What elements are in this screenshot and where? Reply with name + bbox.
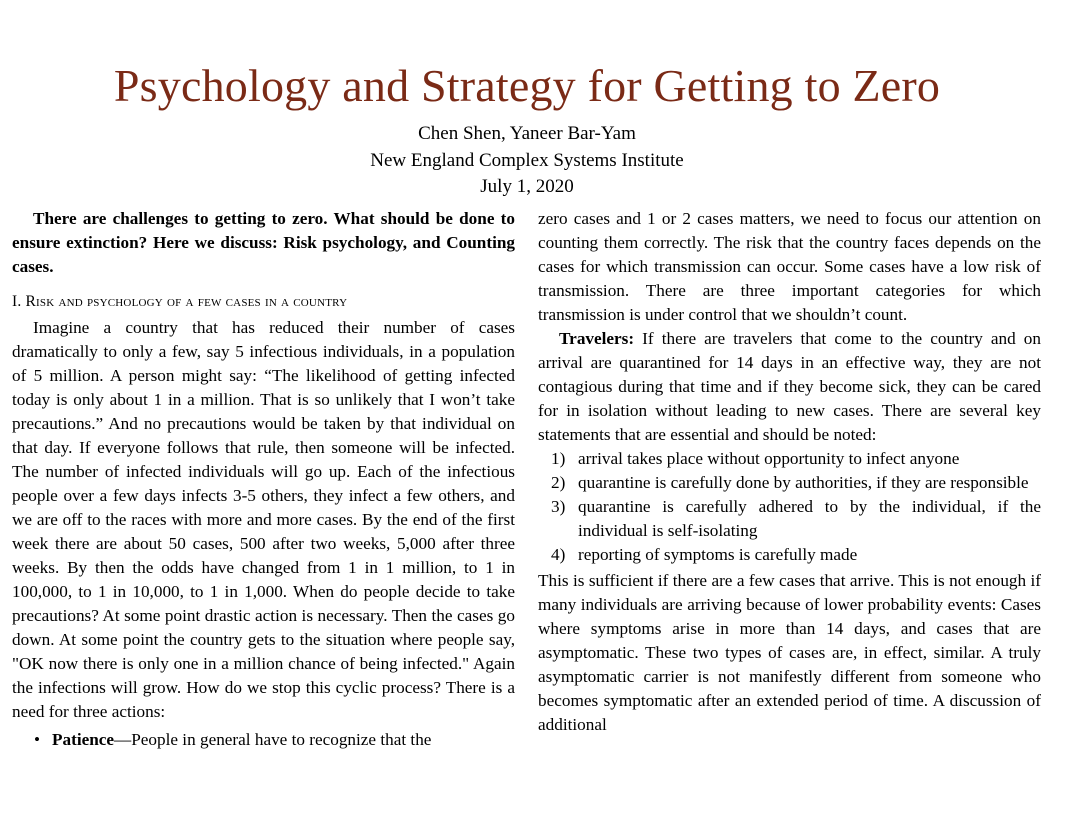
paper-title: Psychology and Strategy for Getting to Zero bbox=[113, 60, 941, 111]
section-heading bbox=[12, 290, 515, 314]
item-number: 4) bbox=[551, 545, 566, 564]
list-item bbox=[538, 471, 1041, 495]
list-item bbox=[538, 447, 1041, 471]
travelers-paragraph bbox=[538, 327, 1041, 447]
item-number: 3) bbox=[551, 497, 566, 516]
bullet-text: —People in general have to recognize that the bbox=[114, 730, 432, 749]
numbered-list bbox=[538, 447, 1041, 567]
action-list bbox=[12, 728, 515, 752]
section-number: I. bbox=[12, 293, 22, 310]
section-title: Risk and psychology of a few cases in a country bbox=[25, 293, 348, 310]
item-number: 2) bbox=[551, 473, 566, 492]
section-paragraph: Imagine a country that has reduced their number of cases dramatically to only a few, say 5 infectious individuals, in a population of 5 million. A person might say: “The likelihood of getting infected today is only about 1 in a million. That is so unlikely that I won’t take precautions.” And no precautions would be taken by that individual on that day. If everyone follows that rule, then someone will be infected. The number of infected individuals will go up. Each of the infectious people over a few days infects 3-5 others, they infect a few others, and we are off to the races with more and more cases. By the end of the first week there are about 50 cases, 500 after two weeks, 5,000 after three weeks. By then the odds have changed from 1 in 1 million, to 1 in 100,000, to 1 in 10,000, to 1 in 1,000. When do people decide to take precautions? At some point drastic action is necessary. Then the cases go down. At some point the country gets to the situation where people say, "OK now there is only one in a million chance of being infected." Again the infections will grow. How do we stop this cyclic process? There is a need for three actions: bbox=[12, 318, 515, 721]
paper-authors: Chen Shen, Yaneer Bar-Yam bbox=[418, 123, 636, 144]
bullet-heading: Patience bbox=[52, 730, 115, 749]
item-text: quarantine is carefully done by authorities, if they are responsible bbox=[578, 473, 1029, 492]
item-number: 1) bbox=[551, 449, 566, 468]
bullet-icon: • bbox=[34, 730, 41, 749]
left-column bbox=[12, 207, 515, 752]
counting-paragraph: zero cases and 1 or 2 cases matters, we need to focus our attention on counting them correctly. The risk that the country faces depends on the cases for which transmission can occur. Some cases have a low risk of transmission. There are three important categories for which transmission is under control that we shouldn’t count. bbox=[538, 209, 1041, 324]
asymptomatic-paragraph: This is sufficient if there are a few cases that arrive. This is not enough if many individuals are arriving because of lower probability events: Cases where symptoms arise in more than 14 days, and cases that are asymptomatic. These two types of cases are, in effect, similar. A truly asymptomatic carrier is not manifestly different from someone who becomes symptomatic after an extended period of time. A discussion of additional bbox=[538, 571, 1041, 734]
paper-institution: New England Complex Systems Institute bbox=[370, 150, 684, 171]
travelers-label: Travelers: bbox=[559, 329, 635, 348]
list-item bbox=[12, 728, 515, 752]
right-column bbox=[538, 207, 1041, 737]
paper-date: July 1, 2020 bbox=[480, 176, 574, 197]
travelers-text: If there are travelers that come to the country and on arrival are quarantined for 14 days in an effective way, they are not contagious during that time and if they become sick, they can be cared for in isolation without leading to new cases. There are several key statements that are essential and should be noted: bbox=[538, 329, 1041, 444]
item-text: reporting of symptoms is carefully made bbox=[578, 545, 858, 564]
item-text: quarantine is carefully adhered to by the individual, if the individual is self-isolating bbox=[578, 497, 1041, 540]
abstract: There are challenges to getting to zero. What should be done to ensure extinction? Here we discuss: Risk psychology, and Counting cases. bbox=[12, 209, 515, 276]
list-item bbox=[538, 495, 1041, 543]
list-item bbox=[538, 543, 1041, 567]
item-text: arrival takes place without opportunity to infect anyone bbox=[578, 449, 960, 468]
